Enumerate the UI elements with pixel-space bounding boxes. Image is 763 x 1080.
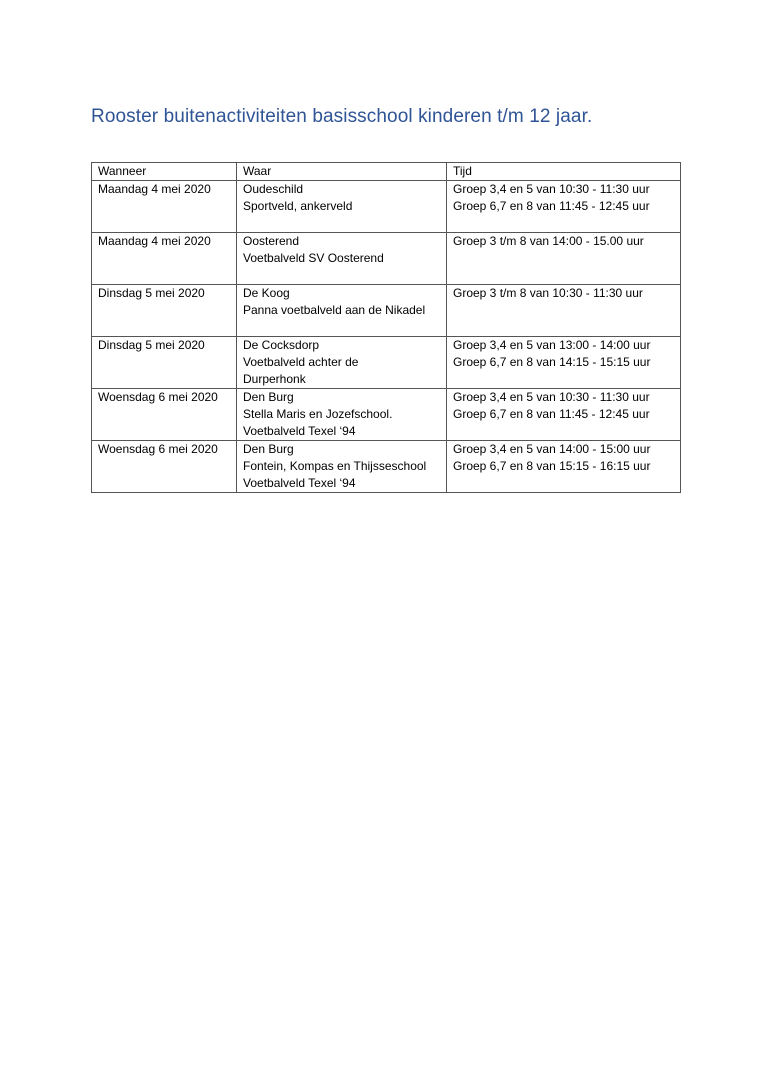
table-row <box>92 233 681 285</box>
tijd-line: Groep 3,4 en 5 van 10:30 - 11:30 uur <box>453 390 650 404</box>
tijd-line: Groep 3,4 en 5 van 13:00 - 14:00 uur <box>453 338 651 352</box>
cell-tijd <box>447 233 681 285</box>
waar-line: Den Burg <box>243 390 294 404</box>
waar-line: De Koog <box>243 286 290 300</box>
cell-wanneer <box>92 181 237 233</box>
waar-line: Voetbalveld Texel ‘94 <box>243 476 356 490</box>
page-title: Rooster buitenactiviteiten basisschool kinderen t/m 12 jaar. <box>91 106 593 127</box>
cell-waar <box>237 389 447 441</box>
table-row <box>92 181 681 233</box>
wanneer-text: Maandag 4 mei 2020 <box>98 234 211 248</box>
cell-waar <box>237 441 447 493</box>
waar-line: Voetbalveld Texel ‘94 <box>243 424 356 438</box>
cell-wanneer <box>92 337 237 389</box>
waar-line: De Cocksdorp <box>243 338 320 352</box>
cell-wanneer <box>92 441 237 493</box>
cell-tijd <box>447 181 681 233</box>
header-waar: Waar <box>237 163 447 181</box>
wanneer-text: Woensdag 6 mei 2020 <box>98 390 218 404</box>
tijd-line: Groep 3,4 en 5 van 14:00 - 15:00 uur <box>453 442 651 456</box>
table-header-row <box>92 163 681 181</box>
cell-tijd <box>447 285 681 337</box>
waar-line: Panna voetbalveld aan de Nikadel <box>243 303 426 317</box>
waar-line: Oosterend <box>243 234 300 248</box>
waar-line: Durperhonk <box>243 372 306 386</box>
tijd-line: Groep 6,7 en 8 van 11:45 - 12:45 uur <box>453 199 650 213</box>
tijd-line: Groep 3 t/m 8 van 10:30 - 11:30 uur <box>453 286 643 300</box>
waar-line: Den Burg <box>243 442 294 456</box>
wanneer-text: Dinsdag 5 mei 2020 <box>98 338 205 352</box>
waar-line: Fontein, Kompas en Thijsseschool <box>243 459 427 473</box>
table-row <box>92 389 681 441</box>
table-row <box>92 337 681 389</box>
tijd-line: Groep 6,7 en 8 van 11:45 - 12:45 uur <box>453 407 650 421</box>
wanneer-text: Dinsdag 5 mei 2020 <box>98 286 205 300</box>
tijd-line: Groep 6,7 en 8 van 15:15 - 16:15 uur <box>453 459 651 473</box>
cell-wanneer <box>92 233 237 285</box>
waar-line: Oudeschild <box>243 182 304 196</box>
waar-line: Stella Maris en Jozefschool. <box>243 407 393 421</box>
schedule-table <box>91 162 681 493</box>
waar-line: Voetbalveld SV Oosterend <box>243 251 384 265</box>
cell-wanneer <box>92 389 237 441</box>
waar-line: Sportveld, ankerveld <box>243 199 353 213</box>
waar-line: Voetbalveld achter de <box>243 355 359 369</box>
table-row <box>92 285 681 337</box>
tijd-line: Groep 3 t/m 8 van 14:00 - 15.00 uur <box>453 234 644 248</box>
header-tijd: Tijd <box>447 163 681 181</box>
cell-wanneer <box>92 285 237 337</box>
wanneer-text: Woensdag 6 mei 2020 <box>98 442 218 456</box>
header-wanneer: Wanneer <box>92 163 237 181</box>
cell-waar <box>237 337 447 389</box>
tijd-line: Groep 6,7 en 8 van 14:15 - 15:15 uur <box>453 355 651 369</box>
cell-tijd <box>447 441 681 493</box>
cell-tijd <box>447 389 681 441</box>
cell-waar <box>237 233 447 285</box>
cell-waar <box>237 181 447 233</box>
wanneer-text: Maandag 4 mei 2020 <box>98 182 211 196</box>
table-row <box>92 441 681 493</box>
cell-waar <box>237 285 447 337</box>
cell-tijd <box>447 337 681 389</box>
tijd-line: Groep 3,4 en 5 van 10:30 - 11:30 uur <box>453 182 650 196</box>
